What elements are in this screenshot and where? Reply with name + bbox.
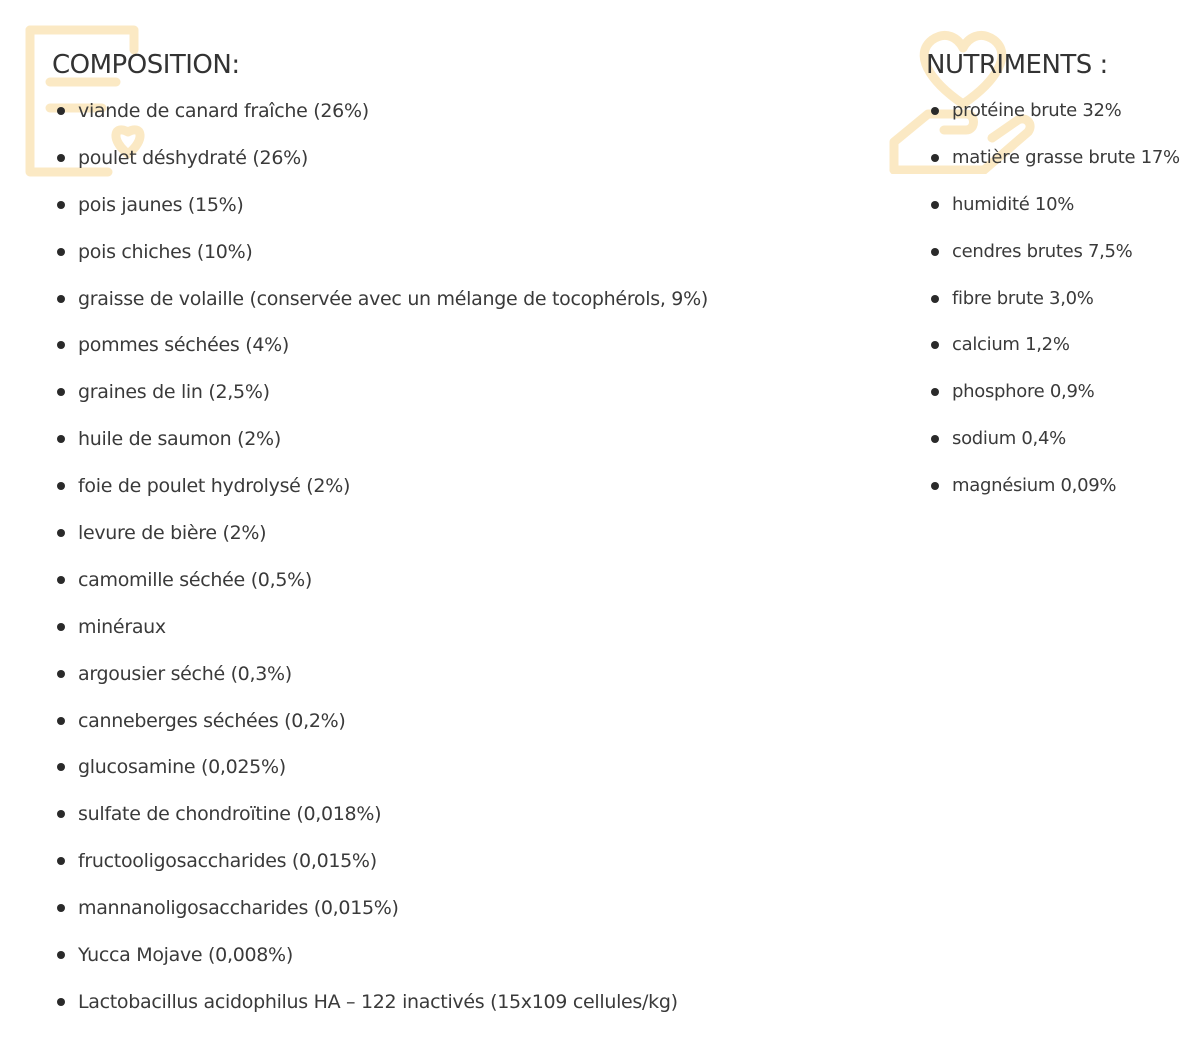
bullet — [57, 388, 65, 396]
list-item: huile de saumon (2%) — [52, 426, 708, 473]
bullet — [57, 857, 65, 865]
list-item: pois chiches (10%) — [52, 239, 708, 286]
bullet — [57, 107, 65, 115]
bullet — [57, 482, 65, 490]
list-item: fructooligosaccharides (0,015%) — [52, 848, 708, 895]
bullet — [57, 529, 65, 537]
bullet — [931, 482, 939, 490]
list-item: pommes séchées (4%) — [52, 332, 708, 379]
list-item: camomille séchée (0,5%) — [52, 567, 708, 614]
bullet — [57, 201, 65, 209]
list-item: graines de lin (2,5%) — [52, 379, 708, 426]
list-item: phosphore 0,9% — [926, 379, 1180, 426]
bullet — [57, 295, 65, 303]
bullet — [931, 388, 939, 396]
bullet — [57, 670, 65, 678]
composition-heading: COMPOSITION: — [52, 50, 240, 80]
nutriments-heading: NUTRIMENTS : — [926, 50, 1108, 80]
bullet — [57, 576, 65, 584]
bullet — [57, 998, 65, 1006]
bullet — [931, 201, 939, 209]
bullet — [57, 810, 65, 818]
bullet — [57, 904, 65, 912]
bullet — [57, 951, 65, 959]
bullet — [57, 763, 65, 771]
bullet — [57, 341, 65, 349]
bullet — [57, 435, 65, 443]
bullet — [57, 154, 65, 162]
list-item: sulfate de chondroïtine (0,018%) — [52, 801, 708, 848]
bullet — [57, 717, 65, 725]
composition-list — [52, 98, 708, 1036]
list-item: mannanoligosaccharides (0,015%) — [52, 895, 708, 942]
nutriments-list — [926, 98, 1180, 520]
list-item: fibre brute 3,0% — [926, 286, 1180, 333]
list-item: protéine brute 32% — [926, 98, 1180, 145]
list-item: canneberges séchées (0,2%) — [52, 708, 708, 755]
list-item: graisse de volaille (conservée avec un mélange de tocophérols, 9%) — [52, 286, 708, 333]
list-item: calcium 1,2% — [926, 332, 1180, 379]
list-item: magnésium 0,09% — [926, 473, 1180, 520]
bullet — [931, 107, 939, 115]
bullet — [57, 623, 65, 631]
list-item: Lactobacillus acidophilus HA – 122 inactivés (15x109 cellules/kg) — [52, 989, 708, 1036]
bullet — [931, 435, 939, 443]
list-item: argousier séché (0,3%) — [52, 661, 708, 708]
list-item: humidité 10% — [926, 192, 1180, 239]
bullet — [931, 154, 939, 162]
list-item: poulet déshydraté (26%) — [52, 145, 708, 192]
list-item: Yucca Mojave (0,008%) — [52, 942, 708, 989]
list-item: levure de bière (2%) — [52, 520, 708, 567]
list-item: minéraux — [52, 614, 708, 661]
bullet — [931, 295, 939, 303]
list-item: matière grasse brute 17% — [926, 145, 1180, 192]
bullet — [931, 341, 939, 349]
list-item: foie de poulet hydrolysé (2%) — [52, 473, 708, 520]
bullet — [931, 248, 939, 256]
list-item: glucosamine (0,025%) — [52, 754, 708, 801]
list-item: viande de canard fraîche (26%) — [52, 98, 708, 145]
list-item: cendres brutes 7,5% — [926, 239, 1180, 286]
list-item: pois jaunes (15%) — [52, 192, 708, 239]
bullet — [57, 248, 65, 256]
list-item: sodium 0,4% — [926, 426, 1180, 473]
